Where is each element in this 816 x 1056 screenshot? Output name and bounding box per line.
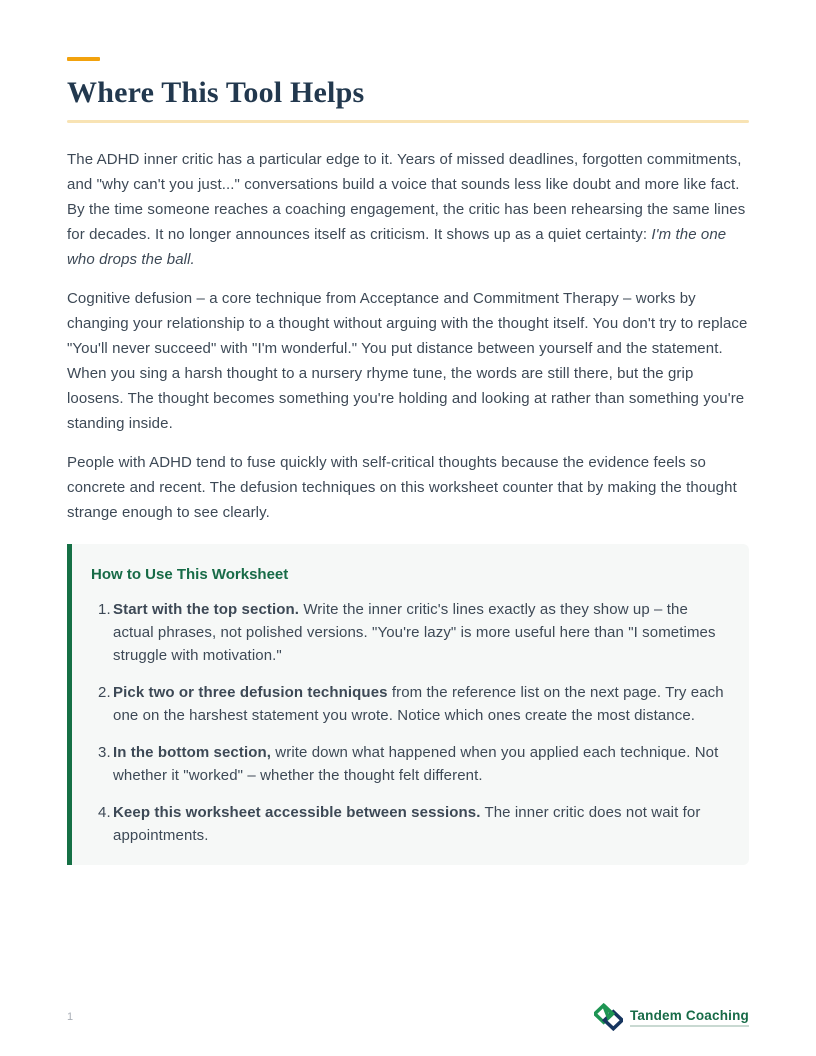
page-number: 1 <box>67 1011 74 1023</box>
step-bold-lead: In the bottom section, <box>113 744 272 761</box>
paragraph-3: People with ADHD tend to fuse quickly with self-critical thoughts because the evidence feels so concrete and recent. The defusion techniques on this worksheet counter that by making the thought strange enough to see clearly. <box>67 454 737 521</box>
page-content <box>0 57 816 865</box>
step-bold-lead: Keep this worksheet accessible between sessions. <box>113 804 481 821</box>
page-title: Where This Tool Helps <box>67 76 365 109</box>
step-rest: write down what happened when you applied each technique. Not whether it "worked" – whether the thought felt different. <box>113 744 719 784</box>
step-text <box>113 741 725 787</box>
brand-name: Tandem Coaching <box>630 1008 749 1027</box>
paragraph-1-italic: I'm the one who drops the ball. <box>67 226 727 268</box>
callout-heading: How to Use This Worksheet <box>91 566 289 583</box>
step-number: 2. <box>98 684 111 701</box>
title-divider-rule <box>67 120 749 123</box>
paragraph-1-text: The ADHD inner critic has a particular edge to it. Years of missed deadlines, forgotten commitments, and "why can't you just..." conversations build a voice that sounds less like doubt and more like fact. By the time someone reaches a coaching engagement, the critic has been rehearsing the same lines for decades. It no longer announces itself as criticism. It shows up as a quiet certainty: <box>67 151 746 243</box>
step-text <box>113 598 725 667</box>
step-text <box>113 801 725 847</box>
step-rest: The inner critic does not wait for appointments. <box>113 804 701 844</box>
step-number: 1. <box>98 601 111 618</box>
step-bold-lead: Start with the top section. <box>113 601 300 618</box>
page-footer <box>67 1000 749 1034</box>
paragraph-2: Cognitive defusion – a core technique from Acceptance and Commitment Therapy – works by changing your relationship to a thought without arguing with the thought itself. You don't try to replace "You'll never succeed" with "I'm wonderful." You put distance between yourself and the statement. When you sing a harsh thought to a nursery rhyme tune, the words are still there, but the grip loosens. The thought becomes something you're holding and looking at rather than something you're standing inside. <box>67 290 748 432</box>
gold-kicker-bar <box>67 57 100 61</box>
list-item <box>98 741 725 787</box>
step-number: 4. <box>98 804 111 821</box>
list-item <box>98 598 725 667</box>
step-text <box>113 681 725 727</box>
step-rest: from the reference list on the next page. Try each one on the harshest statement you wrote. Notice which ones create the most distance. <box>113 684 724 724</box>
list-item <box>98 801 725 847</box>
brand-lockup <box>594 1003 749 1031</box>
how-to-use-callout <box>67 544 749 865</box>
callout-step-list <box>98 598 725 847</box>
tandem-coaching-logo-icon <box>594 1003 623 1031</box>
step-bold-lead: Pick two or three defusion techniques <box>113 684 388 701</box>
step-rest: Write the inner critic's lines exactly as they show up – the actual phrases, not polished versions. "You're lazy" is more useful here than "I sometimes struggle with motivation." <box>113 601 716 664</box>
step-number: 3. <box>98 744 111 761</box>
list-item <box>98 681 725 727</box>
paragraph-1 <box>67 147 749 272</box>
